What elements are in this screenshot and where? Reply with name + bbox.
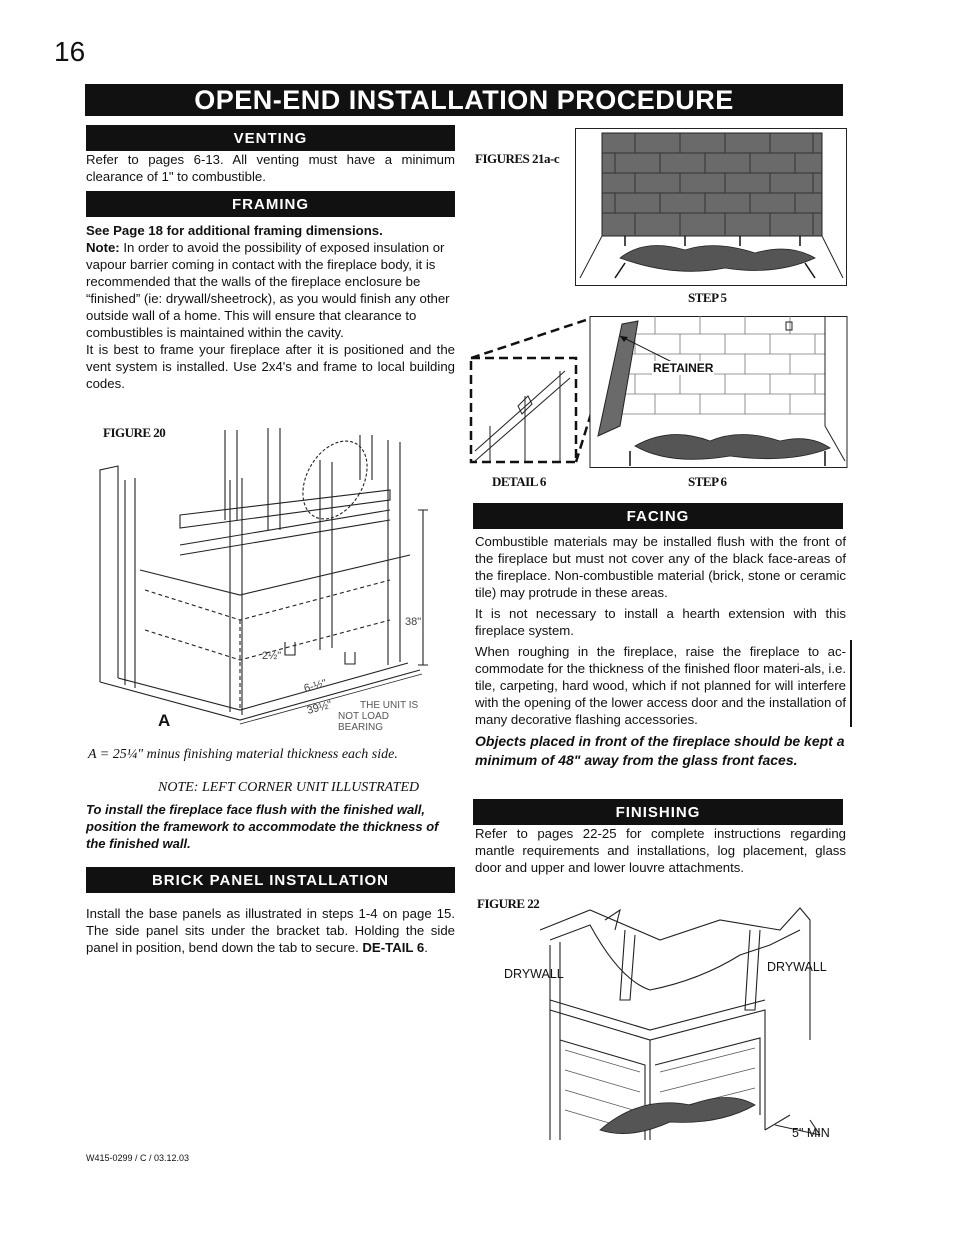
finishing-text: Refer to pages 22-25 for complete instructions regarding mantle requirements and installations, log placement, glass door and upper and lower louvre attachments. [475,826,846,875]
figure22-illustration [520,900,840,1145]
brick-panel-end: . [424,940,428,955]
load-line-3: BEARING [338,722,384,733]
detail6-illustration [470,316,848,468]
brick-panel-heading: BRICK PANEL INSTALLATION [86,867,455,893]
drywall-right-label: DRYWALL [767,960,827,974]
step6-label: STEP 6 [688,474,727,489]
framing-para2: It is best to frame your fireplace after it is positioned and the vent system is installed. Use 2x4's and frame to local building codes. [86,342,455,391]
facing-text [475,533,846,728]
step5-label: STEP 5 [688,290,727,305]
change-bar [850,640,852,727]
figure20-label: FIGURE 20 [103,425,166,440]
warning-text: Objects placed in front of the fireplace should be kept a minimum of 48" away from the glass front faces. [475,733,845,768]
step5-illustration [575,128,847,286]
facing-p1: Combustible materials may be installed flush with the front of the fireplace but must not cover any of the black face-areas of the fireplace. Non-combustible material (brick, stone or ceramic tile) may protrude in these areas. [475,534,846,600]
doc-code: W415-0299 / C / 03.12.03 [86,1153,190,1163]
dim-6half: 6-½" [302,677,328,695]
caption-a: A = 25¼" minus finishing material thickness each side. [88,747,398,762]
note-label: Note: [86,240,120,255]
facing-heading: FACING [473,503,843,529]
load-line-1: THE UNIT IS [360,700,419,711]
drywall-left-label: DRYWALL [504,967,564,981]
figure20-framing-diagram [90,420,455,740]
dim-2half: 2½" [262,650,282,662]
finishing-heading: FINISHING [473,799,843,825]
detail6-label: DETAIL 6 [492,474,546,489]
framing-text [86,222,455,392]
min-label: 5" MIN [792,1126,830,1140]
flush-note: To install the fireplace face flush with the finished wall, position the framework to accommodate the thickness of the finished wall. [86,802,439,851]
framing-see-page: See Page 18 for additional framing dimensions. [86,223,383,238]
figures21-label: FIGURES 21a-c [475,151,560,166]
detail-ref: DE-TAIL 6 [362,940,425,955]
retainer-label: RETAINER [653,361,714,375]
left-corner-note: NOTE: LEFT CORNER UNIT ILLUSTRATED [158,780,420,795]
framing-note [86,239,455,341]
brick-panel-body: Install the base panels as illustrated in steps 1-4 on page 15. The side panel sits under the bracket tab. Holding the side panel in position, bend down the tab to secure. [86,906,455,955]
note-text: In order to avoid the possibility of exposed insulation or vapour barrier coming in contact with the fireplace body, it is recommended that the walls of the fireplace enclosure be “finished” (ie: drywall/sheetrock), as you would finish any other outside wall of a home. This will ensure that clearance to combustibles is maintained within the cavity. [86,240,450,340]
venting-heading: VENTING [86,125,455,151]
facing-p2: It is not necessary to install a hearth extension with this fireplace system. [475,606,846,638]
venting-text: Refer to pages 6-13. All venting must have a minimum clearance of 1" to combustible. [86,152,455,184]
framing-heading: FRAMING [86,191,455,217]
dim-39half: 39½" [305,698,334,717]
facing-p3: When roughing in the fireplace, raise the fireplace to ac-commodate for the thickness of the finished floor materi-als, i.e. tile, carpeting, hard wood, which if not planned for will interfere with the opening of the lower access door and the installation of many decorative flashing accessories. [475,644,846,727]
dim-38: 38" [405,616,422,628]
figure22-label: FIGURE 22 [477,896,540,911]
letter-a: A [158,711,171,730]
page-title: OPEN-END INSTALLATION PROCEDURE [85,84,843,116]
brick-panel-text [86,905,455,956]
page-number: 16 [54,36,86,67]
load-line-2: NOT LOAD [338,711,389,722]
